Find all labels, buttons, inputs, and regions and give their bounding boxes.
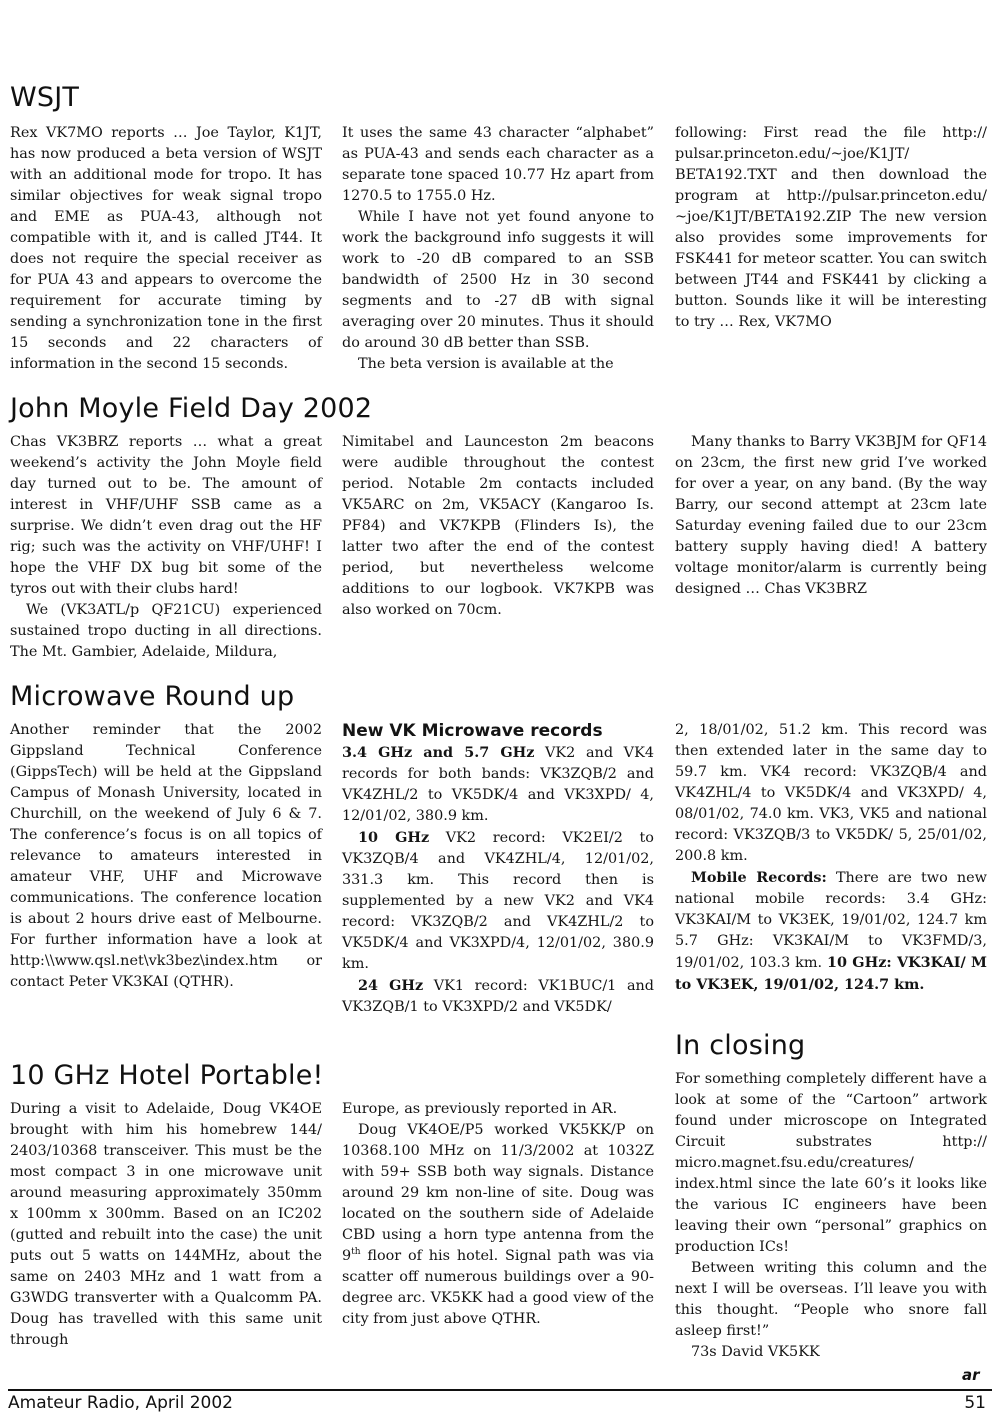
microwave-column-2 (342, 720, 654, 1018)
microwave-column-1 (10, 720, 322, 993)
wsjt-column-1 (10, 123, 322, 375)
wsjt-paragraph: The beta version is available at the (358, 356, 614, 372)
records-subheading: New VK Microwave records (342, 721, 603, 741)
closing-paragraph: Between writing this column and the next I will be overseas. I’ll leave you with this thought. “People who snore fall asleep first!” (675, 1260, 987, 1339)
moyle-column-3 (675, 432, 987, 600)
closing-paragraph: For something completely different have a look at some of the “Cartoon” artwork found under microscope on Integrated Circuit substrates http:// micro.magnet.fsu.edu/creatures/ index.html since the late 60’s it looks like the various IC engineers have been leaving their own “personal” graphics on production ICs! (675, 1071, 987, 1255)
records-paragraph (675, 867, 987, 996)
records-band-label: 24 GHz (358, 977, 424, 994)
wsjt-paragraph: While I have not yet found anyone to work the background info suggests it will work to -20 dB compared to an SSB bandwidth of 2500 Hz in 30 second segments and to -27 dB with signal averaging over 20 minutes. Thus it should do around 30 dB better than SSB. (342, 209, 654, 351)
microwave-heading: Microwave Round up (10, 681, 295, 712)
wsjt-paragraph: Rex VK7MO reports … Joe Taylor, K1JT, has now produced a beta version of WSJT with an additional mode for tropo. It has similar objectives for weak signal tropo and EME as PUA-43, although not compatible with it, and is called JT44. It does not require the special receiver as for PUA 43 and appears to overcome the requirement for accurate timing by sending a synchronization tone in the first 15 seconds and 22 characters of information in the second 15 seconds. (10, 125, 322, 372)
closing-signature: 73s David VK5KK (691, 1344, 820, 1360)
hotel-column-1 (10, 1099, 322, 1351)
ar-logo: ar (962, 1366, 980, 1384)
moyle-paragraph: Chas VK3BRZ reports … what a great weekend’s activity the John Moyle field day turned out to be. The amount of interest in VHF/UHF SSB came as a surprise. We didn’t even drag out the HF rig; such was the activity on VHF/UHF! I hope the VHF DX bug bit some of the tyros out with their clubs hard! (10, 434, 322, 597)
moyle-column-2 (342, 432, 654, 621)
hotel-text: floor of his hotel. Signal path was via scatter off numerous buildings over a 90-degree arc. VK5KK had a good view of the city from just above QTHR. (342, 1248, 654, 1327)
closing-heading: In closing (675, 1030, 806, 1061)
records-band-label: 10 GHz: VK3KAI/ M to VK3EK, 19/01/02, 124.7 km. (675, 954, 987, 993)
records-band-label: 10 GHz (358, 829, 430, 846)
wsjt-column-2 (342, 123, 654, 375)
moyle-heading: John Moyle Field Day 2002 (10, 393, 373, 424)
records-paragraph (342, 827, 654, 975)
microwave-column-3 (675, 720, 987, 996)
hotel-paragraph (342, 1120, 654, 1330)
records-text: VK2 and VK4 records for both bands: VK3ZQB/2 and VK4ZHL/2 to VK5DK/4 and VK3XPD/ 4, 12/01/02, 380.9 km. (342, 745, 654, 824)
ordinal-suffix: th (351, 1247, 361, 1258)
wsjt-paragraph: It uses the same 43 character “alphabet” as PUA-43 and sends each character as a separate tone spaced 10.77 Hz apart from 1270.5 to 1755.0 Hz. (342, 125, 654, 204)
records-paragraph (342, 742, 654, 827)
moyle-paragraph: We (VK3ATL/p QF21CU) experienced sustained tropo ducting in all directions. The Mt. Gambier, Adelaide, Mildura, (10, 602, 322, 660)
records-band-label: Mobile Records: (691, 869, 827, 886)
moyle-paragraph: Many thanks to Barry VK3BJM for QF14 on 23cm, the first new grid I’ve worked for over a year, on any band. (By the way Barry, our second attempt at 23cm late Saturday evening failed due to our 23cm battery supply having died! A battery voltage monitor/alarm is currently being designed … Chas VK3BRZ (675, 434, 987, 597)
page-number: 51 (964, 1393, 986, 1413)
moyle-column-1 (10, 432, 322, 663)
closing-column (675, 1069, 987, 1363)
hotel-heading: 10 GHz Hotel Portable! (10, 1060, 324, 1091)
records-paragraph (342, 975, 654, 1018)
records-band-label: 3.4 GHz and 5.7 GHz (342, 744, 535, 761)
moyle-paragraph: Nimitabel and Launceston 2m beacons were audible throughout the contest period. Notable 2m contacts included VK5ARC on 2m, VK5ACY (Kangaroo Is. PF84) and VK7KPB (Flinders Is), the latter two after the end of the contest period, but nevertheless welcome additions to our logbook. VK7KPB was also worked on 70cm. (342, 434, 654, 618)
footer-rule (8, 1389, 992, 1391)
wsjt-heading: WSJT (10, 82, 80, 113)
records-paragraph: 2, 18/01/02, 51.2 km. This record was then extended later in the same day to 59.7 km. VK4 record: VK3ZQB/4 and VK4ZHL/4 to VK5DK/4 and VK3XPD/ 4, 08/01/02, 74.0 km. VK3, VK5 and national record: VK3ZQB/3 to VK5DK/ 5, 25/01/02, 200.8 km. (675, 722, 987, 864)
hotel-paragraph: During a visit to Adelaide, Doug VK4OE brought with him his homebrew 144/ 2403/10368 transceiver. This must be the most compact 3 in one microwave unit around measuring approximately 350mm x 100mm x 300mm. Based on an IC202 (gutted and rebuilt into the case) the unit puts out 5 watts on 144MHz, about the same on 2403 MHz and 1 watt from a G3WDG transverter with a Qualcomm PA. Doug has travelled with this same unit through (10, 1101, 322, 1348)
hotel-paragraph: Europe, as previously reported in AR. (342, 1101, 618, 1117)
records-text: VK2 record: VK2EI/2 to VK3ZQB/4 and VK4ZHL/4, 12/01/02, 331.3 km. This record then is supplemented by a new VK2 and VK4 record: VK3ZQB/2 and VK4ZHL/2 to VK5DK/4 and VK3XPD/4, 12/01/02, 380.9 km. (342, 830, 654, 972)
hotel-text: Doug VK4OE/P5 worked VK5KK/P on 10368.100 MHz on 11/3/2002 at 1032Z with 59+ SSB both way signals. Distance around 29 km non-line of site. Doug was located on the southern side of Adelaide CBD using a horn type antenna from the 9 (342, 1122, 654, 1264)
microwave-paragraph: Another reminder that the 2002 Gippsland Technical Conference (GippsTech) will be held at the Gippsland Campus of Monash University, located in Churchill, on the weekend of July 6 & 7. The conference’s focus is on all topics of relevance to amateurs interested in amateur VHF, UHF and Microwave communications. The conference location is about 2 hours drive east of Melbourne. For further information have a look at http:\\www.qsl.net\vk3bez\index.htm or contact Peter VK3KAI (QTHR). (10, 722, 322, 990)
wsjt-column-3 (675, 123, 987, 333)
wsjt-paragraph: following: First read the file http:// pulsar.princeton.edu/~joe/K1JT/ BETA192.TXT and then download the program at http://pulsar.princeton.edu/ ~joe/K1JT/BETA192.ZIP The new version also provides some improvements for FSK441 for meteor scatter. You can switch between JT44 and FSK441 by clicking a button. Sounds like it will be interesting to try … Rex, VK7MO (675, 125, 987, 330)
hotel-column-2 (342, 1099, 654, 1330)
records-text: VK1 record: VK1BUC/1 and VK3ZQB/1 to VK3XPD/2 and VK5DK/ (342, 978, 654, 1015)
records-text: There are two new national mobile records: 3.4 GHz: VK3KAI/M to VK3EK, 19/01/02, 124.7 km 5.7 GHz: VK3KAI/M to VK3FMD/3, 19/01/02, 103.3 km. (675, 870, 987, 971)
publication-footer: Amateur Radio, April 2002 (8, 1393, 234, 1413)
